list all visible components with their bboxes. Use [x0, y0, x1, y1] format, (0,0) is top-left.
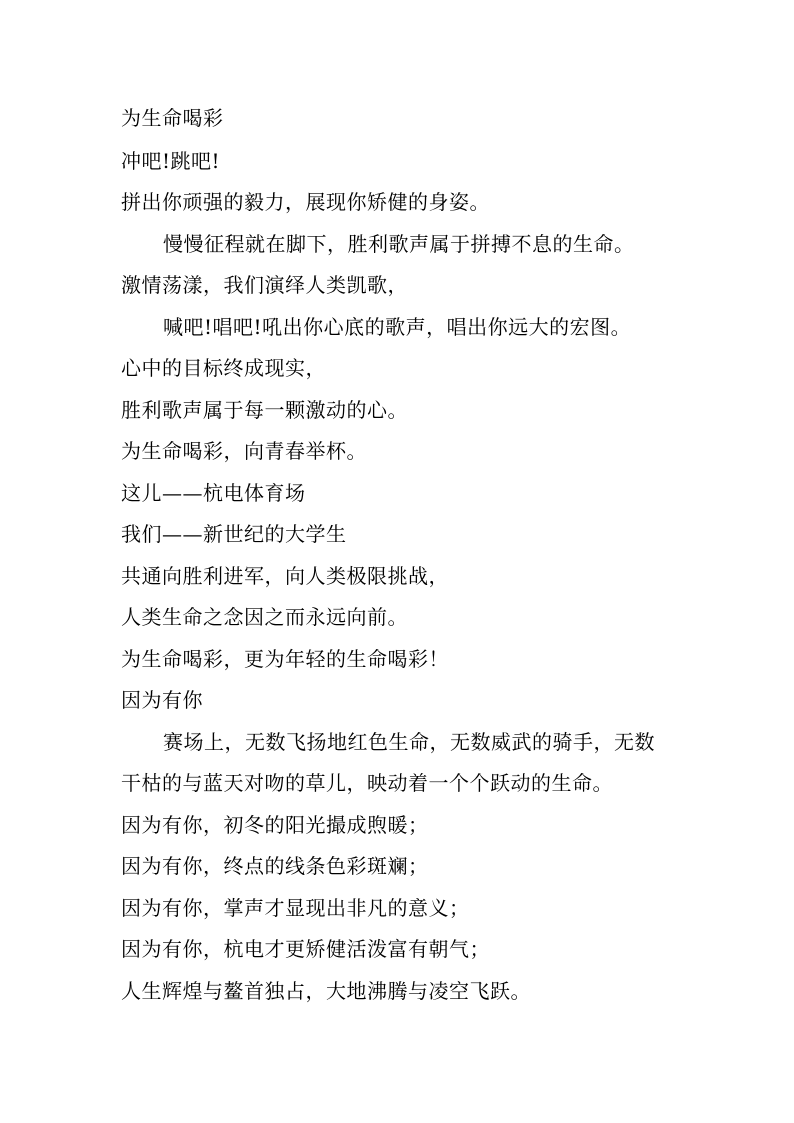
- section-title: 因为有你: [121, 688, 203, 712]
- text-line: 为生命喝彩，向青春举杯。: [121, 439, 367, 463]
- text-line: 赛场上，无数飞扬地红色生命，无数威武的骑手，无数: [163, 730, 655, 754]
- text-line: 人类生命之念因之而永远向前。: [121, 605, 408, 629]
- text-line: 我们——新世纪的大学生: [121, 522, 347, 546]
- text-line: 心中的目标终成现实，: [121, 356, 326, 380]
- text-line: 这儿——杭电体育场: [121, 481, 306, 505]
- text-line: 干枯的与蓝天对吻的草儿，映动着一个个跃动的生命。: [121, 771, 613, 795]
- text-line: 共通向胜利进军，向人类极限挑战，: [121, 564, 449, 588]
- poem-title: 为生命喝彩: [121, 106, 224, 130]
- text-line: 人生辉煌与鳌首独占，大地沸腾与凌空飞跃。: [121, 979, 531, 1003]
- text-line: 拼出你顽强的毅力，展现你矫健的身姿。: [121, 190, 490, 214]
- text-line: 激情荡漾，我们演绎人类凯歌，: [121, 273, 408, 297]
- text-line: 慢慢征程就在脚下，胜利歌声属于拼搏不息的生命。: [163, 232, 635, 256]
- text-line: 冲吧!跳吧!: [121, 149, 221, 173]
- text-line: 喊吧!唱吧!吼出你心底的歌声，唱出你远大的宏图。: [163, 315, 632, 339]
- text-line: 为生命喝彩，更为年轻的生命喝彩！: [121, 647, 449, 671]
- text-line: 因为有你，初冬的阳光撮成煦暖；: [121, 813, 429, 837]
- text-line: 胜利歌声属于每一颗激动的心。: [121, 398, 408, 422]
- text-line: 因为有你，终点的线条色彩斑斓；: [121, 854, 429, 878]
- text-line: 因为有你，掌声才显现出非凡的意义；: [121, 896, 470, 920]
- text-line: 因为有你，杭电才更矫健活泼富有朝气；: [121, 937, 490, 961]
